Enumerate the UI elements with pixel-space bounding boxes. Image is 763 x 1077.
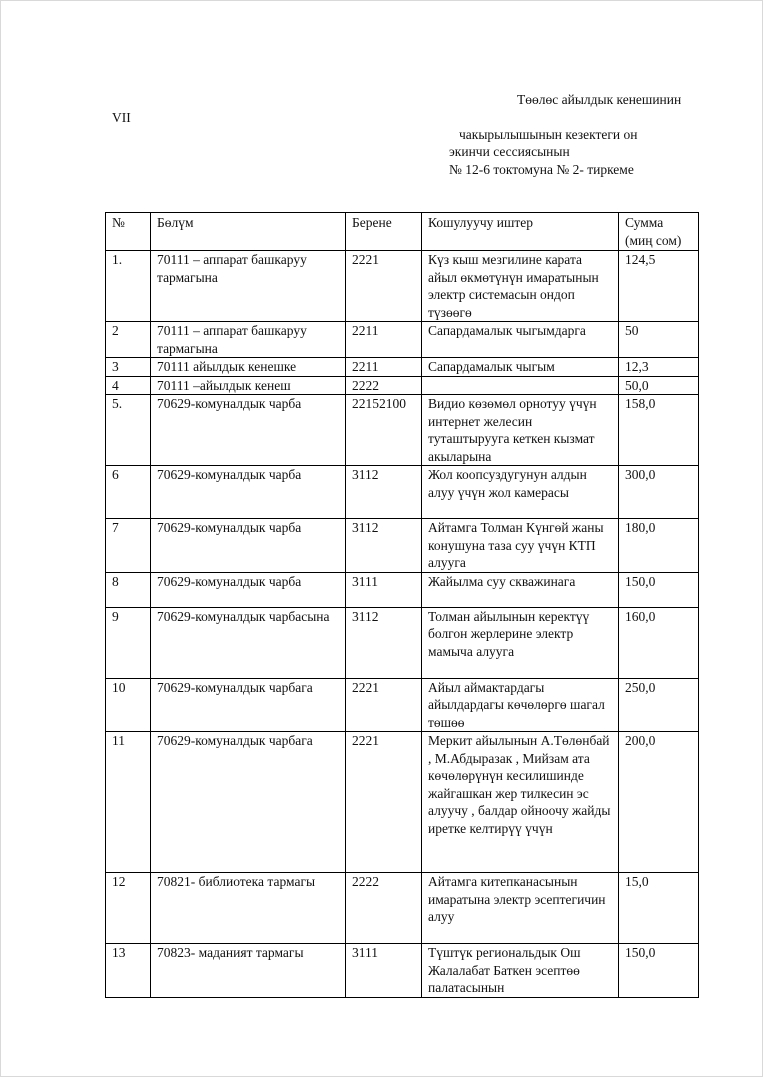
header-work: Кошулуучу иштер bbox=[422, 213, 619, 251]
cell-sum: 300,0 bbox=[619, 466, 699, 519]
cell-section: 70111 – аппарат башкаруу тармагына bbox=[151, 251, 346, 322]
cell-num: 13 bbox=[106, 944, 151, 998]
cell-num: 1. bbox=[106, 251, 151, 322]
cell-sum: 150,0 bbox=[619, 572, 699, 607]
cell-sum: 250,0 bbox=[619, 678, 699, 732]
header-line-3: № 12-6 токтомуна № 2- тиркеме bbox=[449, 162, 634, 177]
table-row bbox=[106, 358, 699, 377]
cell-num: 4 bbox=[106, 376, 151, 395]
table-row bbox=[106, 732, 699, 873]
cell-work: Күз кыш мезгилине карата айыл өкмөтүнүн имаратынын электр системасын ондоп түзөөгө bbox=[422, 251, 619, 322]
cell-code: 2221 bbox=[346, 678, 422, 732]
cell-work: Айтамга Толман Күнгөй жаны конушуна таза суу үчүн КТП алууга bbox=[422, 519, 619, 573]
cell-code: 2211 bbox=[346, 322, 422, 358]
cell-num: 9 bbox=[106, 607, 151, 678]
cell-sum: 200,0 bbox=[619, 732, 699, 873]
cell-num: 11 bbox=[106, 732, 151, 873]
header-sum bbox=[619, 213, 699, 251]
table-header-row bbox=[106, 213, 699, 251]
header-section: Бөлүм bbox=[151, 213, 346, 251]
cell-work: Жайылма суу скважинага bbox=[422, 572, 619, 607]
cell-num: 12 bbox=[106, 873, 151, 944]
cell-num: 5. bbox=[106, 395, 151, 466]
cell-section: 70629-комуналдык чарбага bbox=[151, 732, 346, 873]
cell-section: 70629-комуналдык чарба bbox=[151, 395, 346, 466]
cell-num: 3 bbox=[106, 358, 151, 377]
header-line-1: чакырылышынын кезектеги он bbox=[459, 127, 638, 142]
cell-section: 70821- библиотека тармагы bbox=[151, 873, 346, 944]
cell-work: Толман айылынын керектүү болгон жерлерине электр мамыча алууга bbox=[422, 607, 619, 678]
cell-work: Айыл аймактардагы айылдардагы көчөлөргө шагал төшөө bbox=[422, 678, 619, 732]
cell-sum: 124,5 bbox=[619, 251, 699, 322]
cell-section: 70629-комуналдык чарба bbox=[151, 572, 346, 607]
table-row bbox=[106, 466, 699, 519]
cell-code: 2221 bbox=[346, 732, 422, 873]
cell-sum: 180,0 bbox=[619, 519, 699, 573]
cell-code: 3111 bbox=[346, 572, 422, 607]
cell-code: 3112 bbox=[346, 607, 422, 678]
cell-sum: 150,0 bbox=[619, 944, 699, 998]
header-sum-line2: (миң сом) bbox=[625, 232, 682, 248]
cell-section: 70629-комуналдык чарбага bbox=[151, 678, 346, 732]
cell-work: Сапардамалык чыгымдарга bbox=[422, 322, 619, 358]
cell-work: Меркит айылынын А.Төлөнбай , М.Абдыразак , Мийзам ата көчөлөрүнүн кесилишинде жайгашкан жер тилкесин эс алуучу , балдар ойноочу жайды иретке келтирүү үчүн bbox=[422, 732, 619, 873]
table-row bbox=[106, 944, 699, 998]
table-row bbox=[106, 395, 699, 466]
cell-sum: 50 bbox=[619, 322, 699, 358]
cell-section: 70629-комуналдык чарбасына bbox=[151, 607, 346, 678]
cell-work: Түштүк региональдык Ош Жалалабат Баткен эсептөө палатасынын bbox=[422, 944, 619, 998]
cell-sum: 158,0 bbox=[619, 395, 699, 466]
cell-code: 3112 bbox=[346, 519, 422, 573]
cell-work: Сапардамалык чыгым bbox=[422, 358, 619, 377]
table-row bbox=[106, 607, 699, 678]
cell-section: 70629-комуналдык чарба bbox=[151, 519, 346, 573]
cell-section: 70823- маданият тармагы bbox=[151, 944, 346, 998]
header-sum-line1: Сумма bbox=[625, 215, 664, 230]
cell-num: 8 bbox=[106, 572, 151, 607]
table-row bbox=[106, 519, 699, 573]
cell-code: 3112 bbox=[346, 466, 422, 519]
cell-sum: 50,0 bbox=[619, 376, 699, 395]
cell-section: 70629-комуналдык чарба bbox=[151, 466, 346, 519]
cell-work bbox=[422, 376, 619, 395]
cell-code: 2211 bbox=[346, 358, 422, 377]
table-row bbox=[106, 251, 699, 322]
table-row bbox=[106, 873, 699, 944]
cell-work: Жол коопсуздугунун алдын алуу үчүн жол камерасы bbox=[422, 466, 619, 519]
cell-num: 6 bbox=[106, 466, 151, 519]
cell-num: 10 bbox=[106, 678, 151, 732]
cell-code: 3111 bbox=[346, 944, 422, 998]
cell-sum: 15,0 bbox=[619, 873, 699, 944]
header-title: Төөлөс айылдык кенешинин bbox=[517, 92, 682, 107]
convocation-number: VII bbox=[112, 110, 131, 125]
cell-section: 70111 – аппарат башкаруу тармагына bbox=[151, 322, 346, 358]
table-row bbox=[106, 376, 699, 395]
budget-table bbox=[105, 212, 699, 998]
cell-code: 22152100 bbox=[346, 395, 422, 466]
cell-code: 2222 bbox=[346, 376, 422, 395]
header-num: № bbox=[106, 213, 151, 251]
cell-num: 7 bbox=[106, 519, 151, 573]
cell-code: 2221 bbox=[346, 251, 422, 322]
header-code: Берене bbox=[346, 213, 422, 251]
cell-sum: 12,3 bbox=[619, 358, 699, 377]
cell-section: 70111 –айылдык кенеш bbox=[151, 376, 346, 395]
cell-section: 70111 айылдык кенешке bbox=[151, 358, 346, 377]
header-line-2: экинчи сессиясынын bbox=[449, 144, 570, 159]
cell-work: Айтамга китепканасынын имаратына электр эсептегичин алуу bbox=[422, 873, 619, 944]
cell-sum: 160,0 bbox=[619, 607, 699, 678]
table-row bbox=[106, 322, 699, 358]
table-row bbox=[106, 678, 699, 732]
table-row bbox=[106, 572, 699, 607]
cell-work: Видио көзөмөл орнотуу үчүн интернет желесин туташтырууга кеткен кызмат акыларына bbox=[422, 395, 619, 466]
cell-code: 2222 bbox=[346, 873, 422, 944]
cell-num: 2 bbox=[106, 322, 151, 358]
